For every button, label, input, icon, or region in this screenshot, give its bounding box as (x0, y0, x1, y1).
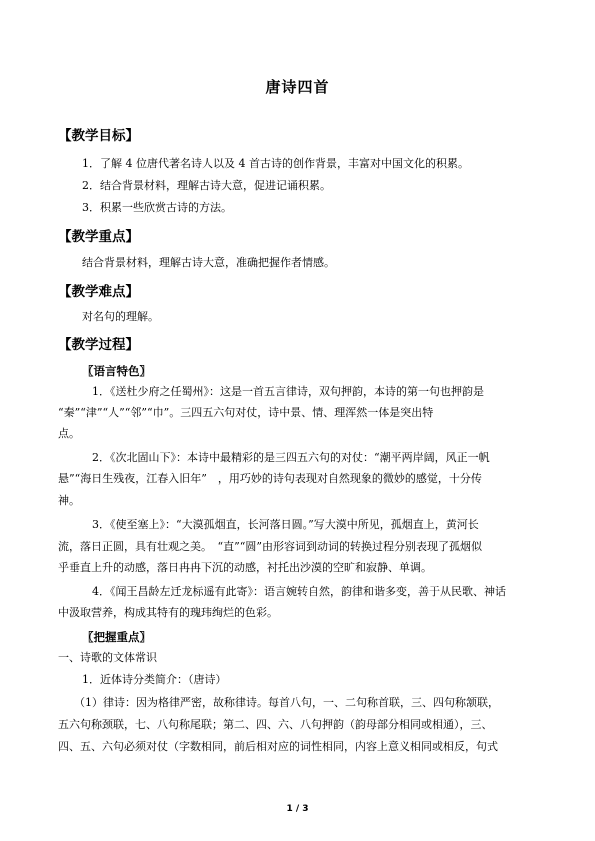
paragraph-line: 一、诗歌的文体常识 (58, 651, 157, 664)
paragraph-line: 乎垂直上升的动感，落日冉冉下沉的动感，衬托出沙漠的空旷和寂静、单调。 (58, 561, 432, 574)
paragraph-line: 神。 (58, 494, 80, 507)
difficulties-text: 对名句的理解。 (82, 310, 159, 323)
paragraph-line: 四、五、六句必须对仗（字数相同，前后相对应的词性相同，内容上意义相同或相反，句式 (58, 740, 498, 753)
key-points-text: 结合背景材料，理解古诗大意，准确把握作者情感。 (82, 256, 335, 269)
paragraph-line: 1．近体诗分类简介：（唐诗） (82, 673, 227, 686)
heading-difficulties: 【教学难点】 (58, 284, 139, 300)
subheading-key-grasp: 〖把握重点〗 (82, 630, 151, 644)
paragraph-line: 中汲取营养，构成其特有的瑰玮绚烂的色彩。 (58, 606, 278, 619)
paragraph-line: “秦”“津”“人”“邻”“巾”。三四五六句对仗，诗中景、情、理浑然一体是突出特 (58, 406, 434, 419)
heading-objectives: 【教学目标】 (58, 128, 139, 144)
paragraph-line: 4．《闻王昌龄左迁龙标遥有此寄》：语言婉转自然，韵律和谐多变，善于从民歌、神话 (92, 585, 506, 598)
paragraph-line: 2．《次北固山下》：本诗中最精彩的是三四五六句的对仗：“潮平两岸阔，风正一帆 (92, 451, 490, 464)
paragraph-line: 流，落日正圆，具有壮观之美。 “直”“圆”由形容词到动词的转换过程分别表现了孤烟似 (58, 540, 482, 553)
page-number: 1 / 3 (286, 804, 309, 814)
paragraph-line: 悬”“海日生残夜，江春入旧年” ，用巧妙的诗句表现对自然现象的微妙的感觉，十分传 (58, 472, 482, 485)
paragraph-line: （1）律诗：因为格律严密，故称律诗。每首八句，一、二句称首联，三、四句称颔联， (74, 696, 499, 709)
paragraph-line: 点。 (58, 427, 80, 440)
paragraph-line: 五六句称颈联，七、八句称尾联；第二、四、六、八句押韵（韵母部分相同或相通），三、 (58, 718, 493, 731)
heading-process: 【教学过程】 (58, 337, 139, 353)
objective-item: 3．积累一些欣赏古诗的方法。 (82, 201, 232, 214)
page-title: 唐诗四首 (265, 78, 330, 96)
objective-item: 2．结合背景材料，理解古诗大意，促进记诵积累。 (82, 179, 331, 192)
objective-item: 1．了解 4 位唐代著名诗人以及 4 首古诗的创作背景，丰富对中国文化的积累。 (82, 157, 469, 170)
heading-key-points: 【教学重点】 (58, 229, 139, 245)
paragraph-line: 3．《使至塞上》：“大漠孤烟直，长河落日圆。”写大漠中所见，孤烟直上，黄河长 (92, 518, 479, 531)
paragraph-line: 1．《送杜少府之任蜀州》：这是一首五言律诗，双句押韵，本诗的第一句也押韵是 (92, 385, 484, 398)
subheading-language-features: 〖语言特色〗 (82, 364, 151, 378)
